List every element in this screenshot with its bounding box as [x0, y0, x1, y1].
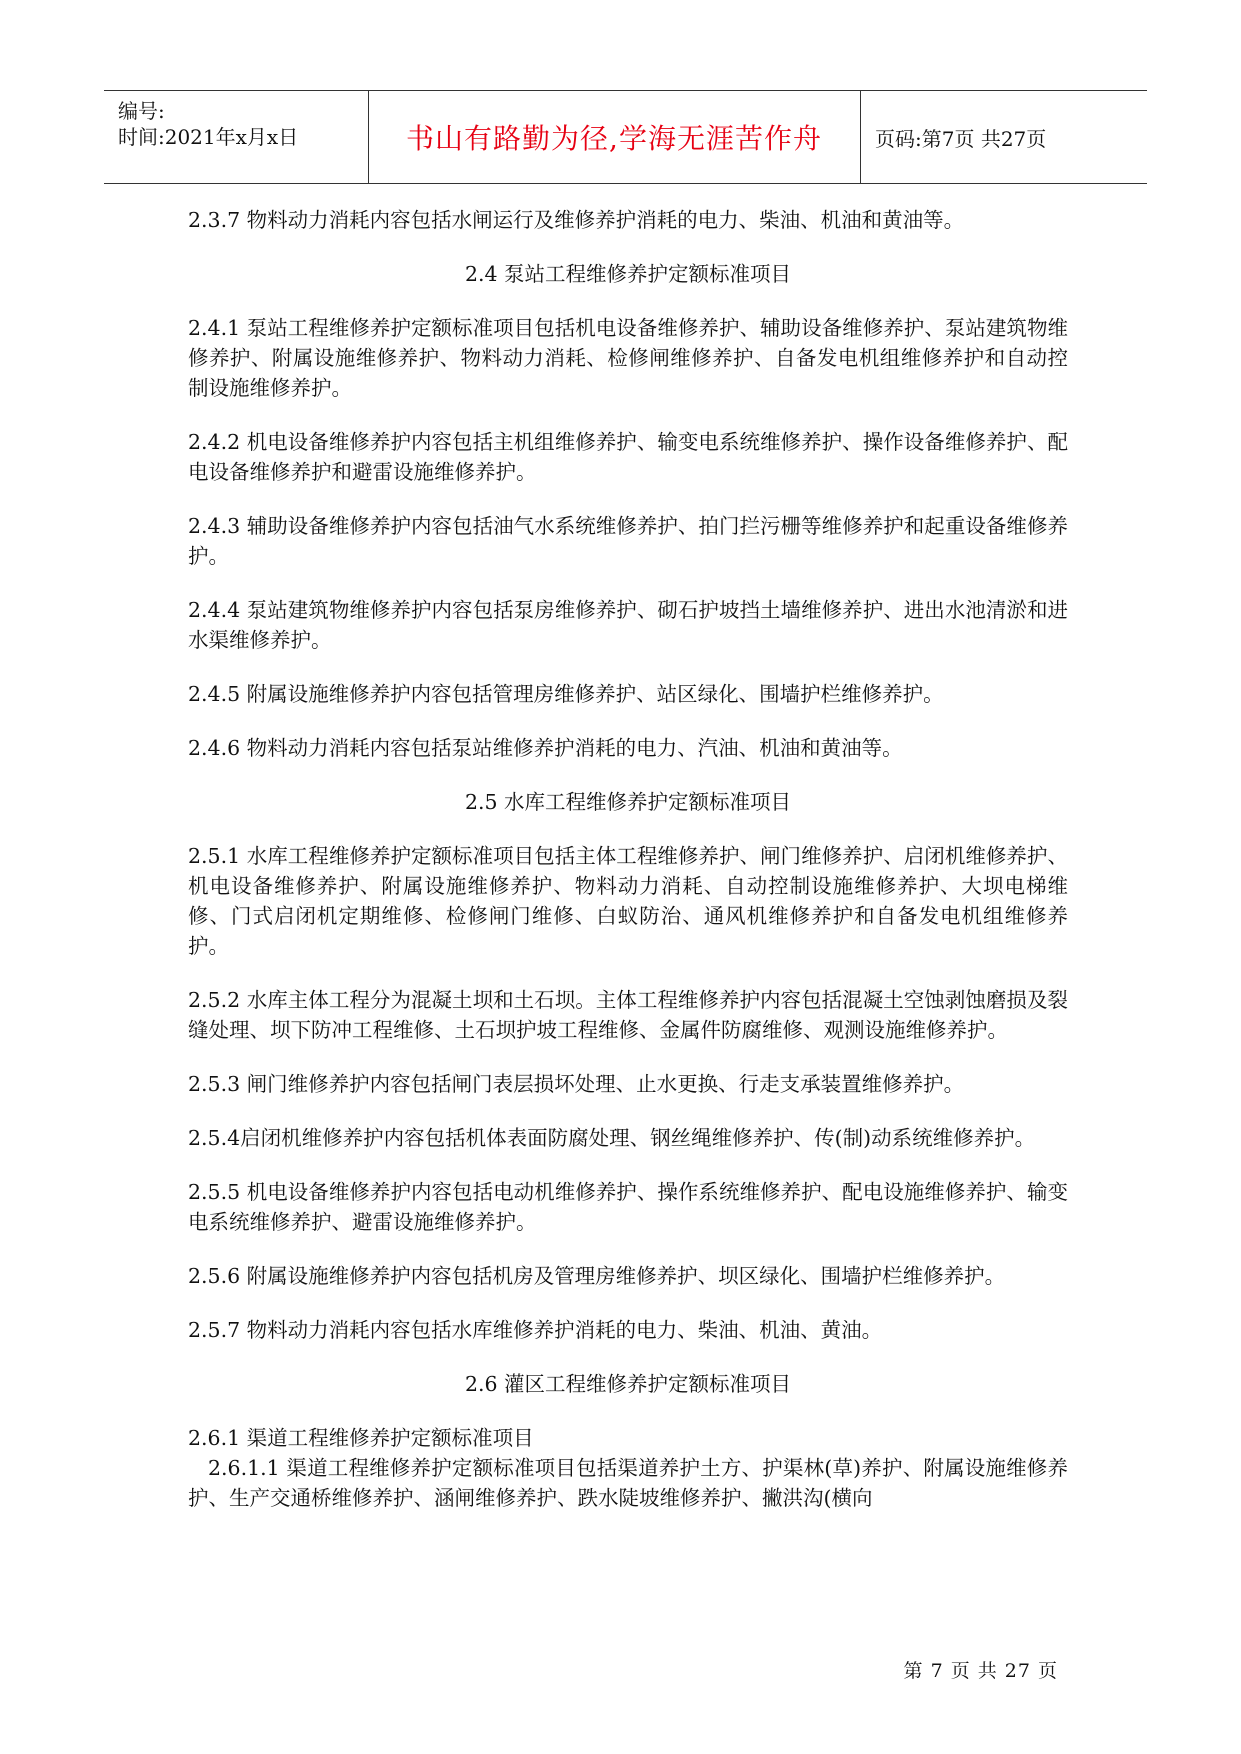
time-label: 时间:2021年x月x日	[118, 125, 299, 149]
paragraph: 2.4.2 机电设备维修养护内容包括主机组维修养护、输变电系统维修养护、操作设备维修养护、配电设备维修养护和避雷设施维修养护。	[188, 430, 1068, 484]
section-heading: 2.4 泵站工程维修养护定额标准项目	[464, 262, 792, 286]
paragraph: 2.5.3 闸门维修养护内容包括闸门表层损坏处理、止水更换、行走支承装置维修养护。	[188, 1072, 965, 1096]
header-motto-cell	[368, 91, 861, 183]
section-heading: 2.6 灌区工程维修养护定额标准项目	[464, 1372, 792, 1396]
paragraph: 2.5.5 机电设备维修养护内容包括电动机维修养护、操作系统维修养护、配电设施维修养护、输变电系统维修养护、避雷设施维修养护。	[188, 1180, 1068, 1234]
paragraph: 2.6.1.1 渠道工程维修养护定额标准项目包括渠道养护土方、护渠林(草)养护、附属设施维修养护、生产交通桥维修养护、涵闸维修养护、跌水陡坡维修养护、撇洪沟(横向	[188, 1456, 1068, 1510]
section-heading: 2.5 水库工程维修养护定额标准项目	[464, 790, 792, 814]
paragraph: 2.4.5 附属设施维修养护内容包括管理房维修养护、站区绿化、围墙护栏维修养护。	[188, 682, 944, 706]
page-header	[104, 90, 1147, 184]
paragraph: 2.5.4启闭机维修养护内容包括机体表面防腐处理、钢丝绳维修养护、传(制)动系统维修养护。	[188, 1126, 1036, 1150]
paragraph: 2.3.7 物料动力消耗内容包括水闸运行及维修养护消耗的电力、柴油、机油和黄油等。	[188, 208, 965, 232]
page-footer: 第 7 页 共 27 页	[903, 1660, 1058, 1682]
paragraph: 2.5.7 物料动力消耗内容包括水库维修养护消耗的电力、柴油、机油、黄油。	[188, 1318, 883, 1342]
subsection-heading: 2.6.1 渠道工程维修养护定额标准项目	[188, 1426, 534, 1450]
paragraph: 2.5.6 附属设施维修养护内容包括机房及管理房维修养护、坝区绿化、围墙护栏维修养护。	[188, 1264, 1006, 1288]
header-page-cell	[861, 91, 1147, 183]
motto-text: 书山有路勤为径,学海无涯苦作舟	[406, 122, 822, 155]
header-info-cell	[104, 91, 369, 183]
paragraph: 2.5.1 水库工程维修养护定额标准项目包括主体工程维修养护、闸门维修养护、启闭机维修养护、机电设备维修养护、附属设施维修养护、物料动力消耗、自动控制设施维修养护、大坝电梯维修、门式启闭机定期维修、检修闸门维修、白蚁防治、通风机维修养护和自备发电机组维修养护。	[188, 844, 1068, 958]
paragraph: 2.5.2 水库主体工程分为混凝土坝和土石坝。主体工程维修养护内容包括混凝土空蚀剥蚀磨损及裂缝处理、坝下防冲工程维修、土石坝护坡工程维修、金属件防腐维修、观测设施维修养护。	[188, 988, 1068, 1042]
paragraph: 2.4.6 物料动力消耗内容包括泵站维修养护消耗的电力、汽油、机油和黄油等。	[188, 736, 903, 760]
page-code: 页码:第7页 共27页	[875, 126, 1047, 151]
document-body	[188, 205, 1068, 1537]
paragraph: 2.4.3 辅助设备维修养护内容包括油气水系统维修养护、拍门拦污栅等维修养护和起重设备维修养护。	[188, 514, 1068, 568]
serial-label: 编号:	[118, 99, 165, 123]
paragraph: 2.4.4 泵站建筑物维修养护内容包括泵房维修养护、砌石护坡挡土墙维修养护、进出水池清淤和进水渠维修养护。	[188, 598, 1068, 652]
paragraph: 2.4.1 泵站工程维修养护定额标准项目包括机电设备维修养护、辅助设备维修养护、泵站建筑物维修养护、附属设施维修养护、物料动力消耗、检修闸维修养护、自备发电机组维修养护和自动控制设施维修养护。	[188, 316, 1068, 400]
